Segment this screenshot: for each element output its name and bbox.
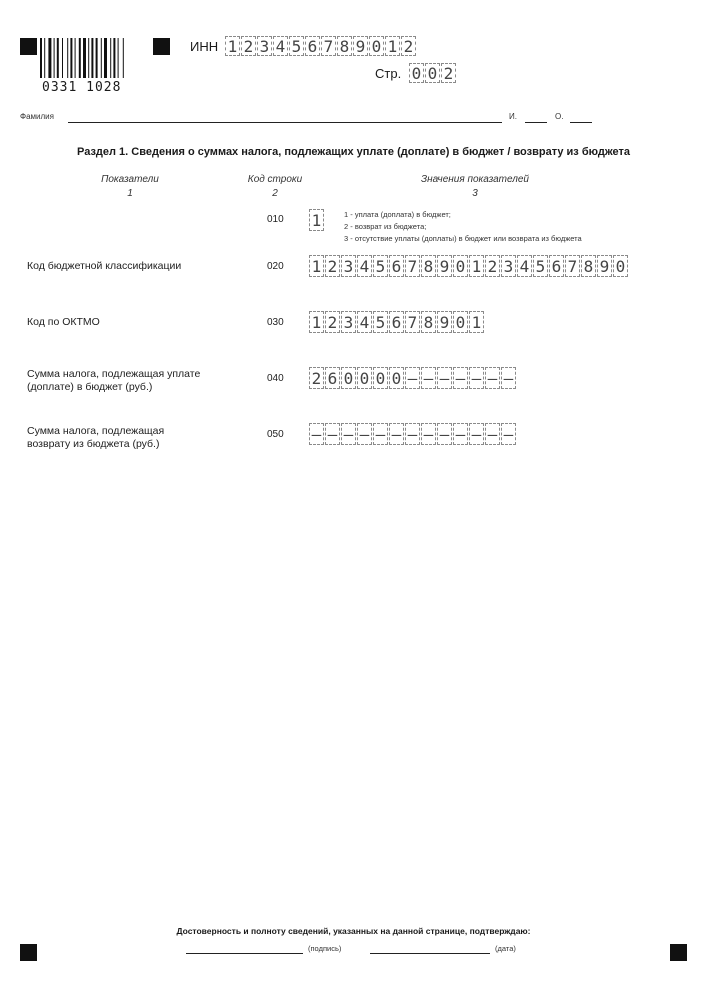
value-cell[interactable]: – bbox=[485, 367, 500, 389]
line-code-020: 020 bbox=[267, 261, 284, 272]
value-cell[interactable]: 0 bbox=[453, 311, 468, 333]
value-cell[interactable]: 0 bbox=[613, 255, 628, 277]
value-cell[interactable]: 5 bbox=[533, 255, 548, 277]
value-cell[interactable]: 5 bbox=[373, 255, 388, 277]
value-cell[interactable]: 8 bbox=[421, 311, 436, 333]
inn-digit-cell[interactable]: 4 bbox=[273, 36, 288, 56]
inn-label: ИНН bbox=[190, 39, 219, 54]
value-cell[interactable]: 0 bbox=[389, 367, 404, 389]
section-title: Раздел 1. Сведения о суммах налога, подлежащих уплате (доплате) в бюджет / возврату из бюджета bbox=[77, 146, 630, 158]
barcode-bar bbox=[67, 38, 68, 78]
page-label: Стр. bbox=[375, 66, 402, 81]
page-digit-cell[interactable]: 2 bbox=[441, 63, 456, 83]
value-cell[interactable]: 6 bbox=[549, 255, 564, 277]
barcode bbox=[40, 38, 148, 82]
confirmation-text: Достоверность и полноту сведений, указанных на данной странице, подтверждаю: bbox=[176, 926, 531, 936]
value-cell[interactable]: 9 bbox=[597, 255, 612, 277]
inn-digit-cell[interactable]: 6 bbox=[305, 36, 320, 56]
value-cell[interactable]: – bbox=[437, 423, 452, 445]
inn-digit-cell[interactable]: 1 bbox=[385, 36, 400, 56]
value-cell[interactable]: – bbox=[501, 367, 516, 389]
payment-type-field[interactable] bbox=[309, 209, 325, 231]
value-cell[interactable]: 6 bbox=[389, 255, 404, 277]
initial-i-label: И. bbox=[509, 112, 517, 121]
column-number-3: 3 bbox=[472, 188, 478, 199]
page-digit-cell[interactable]: 0 bbox=[425, 63, 440, 83]
payment-type-note-2: 2 - возврат из бюджета; bbox=[344, 222, 427, 231]
signature-label: (подпись) bbox=[308, 944, 342, 953]
value-cell[interactable]: 0 bbox=[453, 255, 468, 277]
value-cell[interactable]: 7 bbox=[565, 255, 580, 277]
tax-payable-field[interactable] bbox=[309, 367, 517, 389]
surname-label: Фамилия bbox=[20, 112, 54, 121]
page-digit-cell[interactable]: 0 bbox=[409, 63, 424, 83]
barcode-bar bbox=[70, 38, 72, 78]
value-cell[interactable]: – bbox=[437, 367, 452, 389]
kbk-field[interactable] bbox=[309, 255, 629, 277]
value-cell[interactable]: 3 bbox=[501, 255, 516, 277]
value-cell[interactable]: – bbox=[501, 423, 516, 445]
value-cell[interactable]: 7 bbox=[405, 255, 420, 277]
value-cell[interactable]: 1 bbox=[469, 255, 484, 277]
line-code-040: 040 bbox=[267, 373, 284, 384]
inn-digit-cell[interactable]: 0 bbox=[369, 36, 384, 56]
value-cell[interactable]: 9 bbox=[437, 255, 452, 277]
inn-field[interactable] bbox=[225, 36, 417, 58]
barcode-bar bbox=[75, 38, 76, 78]
value-cell[interactable]: – bbox=[373, 423, 388, 445]
initial-i-line[interactable] bbox=[525, 122, 547, 123]
value-cell[interactable]: – bbox=[341, 423, 356, 445]
barcode-bar bbox=[96, 38, 98, 78]
barcode-bar bbox=[101, 38, 102, 78]
barcode-bar bbox=[44, 38, 45, 78]
inn-digit-cell[interactable]: 1 bbox=[225, 36, 240, 56]
barcode-bar bbox=[110, 38, 111, 78]
value-cell[interactable]: – bbox=[485, 423, 500, 445]
value-cell[interactable]: – bbox=[309, 423, 324, 445]
value-cell[interactable]: 1 bbox=[309, 255, 324, 277]
oktmo-field[interactable] bbox=[309, 311, 485, 333]
inn-digit-cell[interactable]: 2 bbox=[241, 36, 256, 56]
value-cell[interactable]: 0 bbox=[341, 367, 356, 389]
registration-marker-top-right bbox=[153, 38, 170, 55]
row-label-oktmo: Код по ОКТМО bbox=[27, 316, 100, 328]
value-cell[interactable]: 8 bbox=[421, 255, 436, 277]
tax-refund-field[interactable] bbox=[309, 423, 517, 445]
value-cell[interactable]: – bbox=[325, 423, 340, 445]
barcode-bar bbox=[57, 38, 59, 78]
value-cell[interactable]: – bbox=[421, 423, 436, 445]
value-cell[interactable]: 3 bbox=[341, 311, 356, 333]
row-label-tax-refund: Сумма налога, подлежащая возврату из бюджета (руб.) bbox=[27, 425, 165, 450]
barcode-bar bbox=[88, 38, 89, 78]
barcode-bar bbox=[79, 38, 81, 78]
value-cell[interactable]: – bbox=[357, 423, 372, 445]
value-cell[interactable]: 2 bbox=[325, 255, 340, 277]
row-label-tax-payable: Сумма налога, подлежащая уплате (доплате) в бюджет (руб.) bbox=[27, 368, 201, 393]
column-number-1: 1 bbox=[127, 188, 133, 199]
value-cell[interactable]: 7 bbox=[405, 311, 420, 333]
line-code-010: 010 bbox=[267, 214, 284, 225]
column-number-2: 2 bbox=[272, 188, 278, 199]
value-cell[interactable]: 9 bbox=[437, 311, 452, 333]
barcode-number: 0331 1028 bbox=[42, 80, 122, 95]
value-cell[interactable]: 0 bbox=[373, 367, 388, 389]
value-cell[interactable]: – bbox=[453, 367, 468, 389]
line-code-050: 050 bbox=[267, 429, 284, 440]
value-cell[interactable]: – bbox=[405, 423, 420, 445]
value-cell[interactable]: 4 bbox=[517, 255, 532, 277]
initial-o-line[interactable] bbox=[570, 122, 592, 123]
line-code-030: 030 bbox=[267, 317, 284, 328]
value-cell[interactable]: 1 bbox=[309, 209, 324, 231]
date-line[interactable] bbox=[370, 953, 490, 954]
barcode-bar bbox=[123, 38, 124, 78]
value-cell[interactable]: 1 bbox=[469, 311, 484, 333]
payment-type-note-1: 1 - уплата (доплата) в бюджет; bbox=[344, 210, 451, 219]
inn-digit-cell[interactable]: 9 bbox=[353, 36, 368, 56]
signature-line[interactable] bbox=[186, 953, 303, 954]
value-cell[interactable]: 3 bbox=[341, 255, 356, 277]
value-cell[interactable]: 6 bbox=[325, 367, 340, 389]
barcode-bar bbox=[62, 38, 63, 78]
column-header-values: Значения показателей bbox=[420, 174, 529, 185]
barcode-bar bbox=[83, 38, 86, 78]
date-label: (дата) bbox=[495, 944, 516, 953]
barcode-bar bbox=[113, 38, 115, 78]
row-label-kbk: Код бюджетной классификации bbox=[27, 260, 182, 272]
inn-digit-cell[interactable]: 8 bbox=[337, 36, 352, 56]
inn-digit-cell[interactable]: 5 bbox=[289, 36, 304, 56]
value-cell[interactable]: 6 bbox=[389, 311, 404, 333]
barcode-bar bbox=[118, 38, 119, 78]
value-cell[interactable]: 4 bbox=[357, 255, 372, 277]
inn-digit-cell[interactable]: 2 bbox=[401, 36, 416, 56]
value-cell[interactable]: 8 bbox=[581, 255, 596, 277]
value-cell[interactable]: 1 bbox=[309, 311, 324, 333]
barcode-bar bbox=[104, 38, 107, 78]
barcode-bar bbox=[40, 38, 42, 78]
registration-marker-bottom-right bbox=[670, 944, 687, 961]
value-cell[interactable]: – bbox=[405, 367, 420, 389]
page-number-field[interactable] bbox=[409, 63, 457, 85]
payment-type-note-3: 3 - отсутствие уплаты (доплаты) в бюджет или возврата из бюджета bbox=[344, 234, 582, 243]
value-cell[interactable]: 5 bbox=[373, 311, 388, 333]
barcode-bar bbox=[91, 38, 93, 78]
inn-digit-cell[interactable]: 3 bbox=[257, 36, 272, 56]
value-cell[interactable]: – bbox=[421, 367, 436, 389]
column-header-line-code: Код строки bbox=[247, 174, 303, 185]
value-cell[interactable]: 2 bbox=[309, 367, 324, 389]
surname-line[interactable] bbox=[68, 122, 502, 123]
value-cell[interactable]: 0 bbox=[357, 367, 372, 389]
column-header-indicators: Показатели bbox=[101, 174, 159, 185]
value-cell[interactable]: – bbox=[389, 423, 404, 445]
barcode-bar bbox=[48, 38, 51, 78]
value-cell[interactable]: – bbox=[469, 423, 484, 445]
value-cell[interactable]: 2 bbox=[325, 311, 340, 333]
registration-marker-bottom-left bbox=[20, 944, 37, 961]
value-cell[interactable]: – bbox=[453, 423, 468, 445]
value-cell[interactable]: 2 bbox=[485, 255, 500, 277]
inn-digit-cell[interactable]: 7 bbox=[321, 36, 336, 56]
initial-o-label: О. bbox=[555, 112, 564, 121]
registration-marker-top-left bbox=[20, 38, 37, 55]
value-cell[interactable]: 4 bbox=[357, 311, 372, 333]
barcode-bar bbox=[54, 38, 55, 78]
value-cell[interactable]: – bbox=[469, 367, 484, 389]
